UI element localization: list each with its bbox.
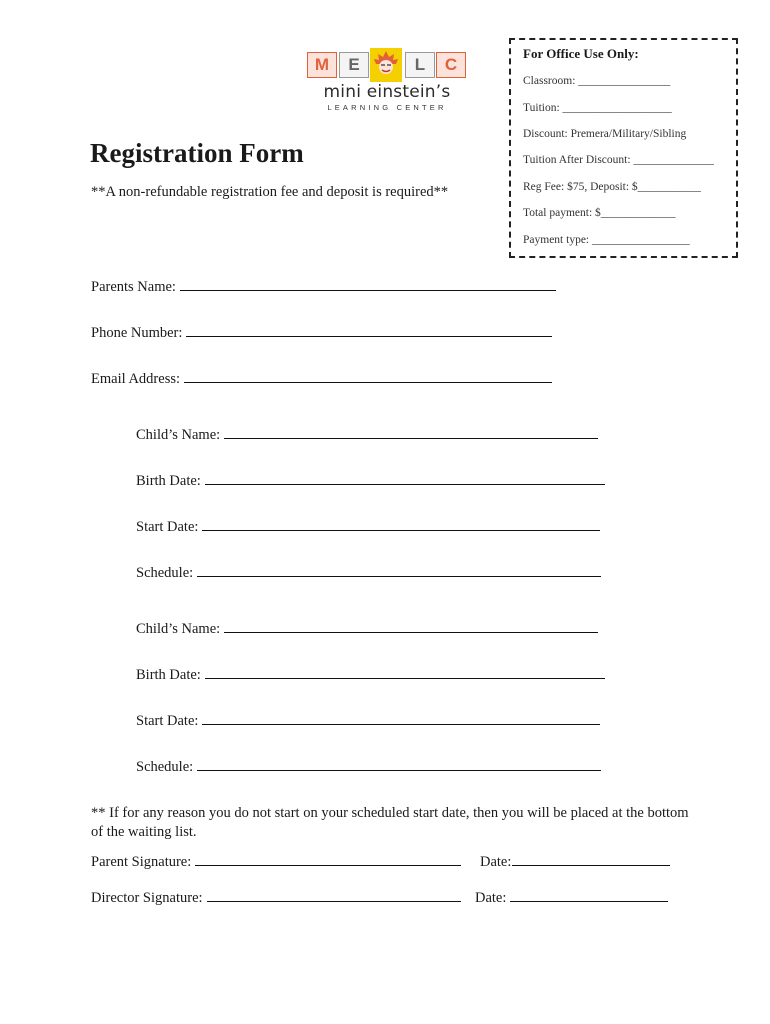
child2-name-label: Child’s Name: bbox=[136, 621, 221, 637]
child1-birth-date-label: Birth Date: bbox=[136, 473, 201, 489]
parents-name-field[interactable] bbox=[91, 278, 556, 296]
director-date-line[interactable] bbox=[510, 889, 668, 902]
child2-schedule-label: Schedule: bbox=[136, 759, 194, 775]
child1-name-line[interactable] bbox=[224, 426, 598, 439]
child2-schedule-line[interactable] bbox=[197, 758, 601, 771]
child2-name-line[interactable] bbox=[224, 620, 598, 633]
phone-number-label: Phone Number: bbox=[91, 325, 183, 341]
office-use-title: For Office Use Only: bbox=[523, 46, 639, 61]
director-date-field[interactable] bbox=[475, 889, 668, 907]
logo bbox=[307, 48, 457, 82]
logo-name: mini einstein’s bbox=[323, 82, 451, 102]
parent-signature-field[interactable] bbox=[91, 853, 461, 871]
parent-date-line[interactable] bbox=[512, 853, 670, 866]
child1-start-date-line[interactable] bbox=[202, 518, 600, 531]
office-payment-type[interactable]: Payment type: _________________ bbox=[523, 234, 690, 246]
child2-name-field[interactable] bbox=[136, 620, 598, 638]
fee-notice: **A non-refundable registration fee and deposit is required** bbox=[91, 184, 449, 200]
child1-name-label: Child’s Name: bbox=[136, 427, 221, 443]
einstein-face-icon bbox=[370, 48, 402, 82]
child2-start-date-label: Start Date: bbox=[136, 713, 199, 729]
child1-start-date-field[interactable] bbox=[136, 518, 600, 536]
child2-start-date-field[interactable] bbox=[136, 712, 600, 730]
parent-date-label: Date: bbox=[480, 854, 512, 870]
logo-letter-e: E bbox=[339, 52, 369, 78]
child1-schedule-line[interactable] bbox=[197, 564, 601, 577]
director-signature-field[interactable] bbox=[91, 889, 461, 907]
phone-number-field[interactable] bbox=[91, 324, 552, 342]
child2-birth-date-field[interactable] bbox=[136, 666, 605, 684]
child1-birth-date-line[interactable] bbox=[205, 472, 605, 485]
child1-name-field[interactable] bbox=[136, 426, 598, 444]
start-date-footnote: ** If for any reason you do not start on your scheduled start date, then you will be placed at the bottom of the waiting list. bbox=[91, 805, 689, 840]
email-address-line[interactable] bbox=[184, 370, 552, 383]
parents-name-label: Parents Name: bbox=[91, 279, 176, 295]
office-total-payment[interactable]: Total payment: $_____________ bbox=[523, 207, 676, 219]
parent-signature-line[interactable] bbox=[195, 853, 461, 866]
child2-start-date-line[interactable] bbox=[202, 712, 600, 725]
child2-birth-date-line[interactable] bbox=[205, 666, 605, 679]
parents-name-line[interactable] bbox=[180, 278, 556, 291]
parent-signature-label: Parent Signature: bbox=[91, 854, 192, 870]
email-address-field[interactable] bbox=[91, 370, 552, 388]
logo-subtitle: LEARNING CENTER bbox=[327, 103, 447, 112]
director-signature-line[interactable] bbox=[207, 889, 461, 902]
child2-schedule-field[interactable] bbox=[136, 758, 601, 776]
logo-letter-l: L bbox=[405, 52, 435, 78]
child1-schedule-label: Schedule: bbox=[136, 565, 194, 581]
office-tuition[interactable]: Tuition: ___________________ bbox=[523, 102, 672, 114]
page-title: Registration Form bbox=[90, 138, 304, 168]
child1-start-date-label: Start Date: bbox=[136, 519, 199, 535]
child1-schedule-field[interactable] bbox=[136, 564, 601, 582]
logo-letter-m: M bbox=[307, 52, 337, 78]
logo-letter-c: C bbox=[436, 52, 466, 78]
child1-birth-date-field[interactable] bbox=[136, 472, 605, 490]
office-tuition-after-discount[interactable]: Tuition After Discount: ______________ bbox=[523, 154, 714, 166]
office-reg-fee-deposit[interactable]: Reg Fee: $75, Deposit: $___________ bbox=[523, 181, 701, 193]
email-address-label: Email Address: bbox=[91, 371, 181, 387]
office-classroom[interactable]: Classroom: ________________ bbox=[523, 75, 671, 87]
director-signature-label: Director Signature: bbox=[91, 890, 203, 906]
office-use-box bbox=[509, 38, 738, 258]
parent-date-field[interactable] bbox=[480, 853, 670, 871]
child2-birth-date-label: Birth Date: bbox=[136, 667, 201, 683]
phone-number-line[interactable] bbox=[186, 324, 552, 337]
office-discount: Discount: Premera/Military/Sibling bbox=[523, 128, 687, 140]
director-date-label: Date: bbox=[475, 890, 507, 906]
